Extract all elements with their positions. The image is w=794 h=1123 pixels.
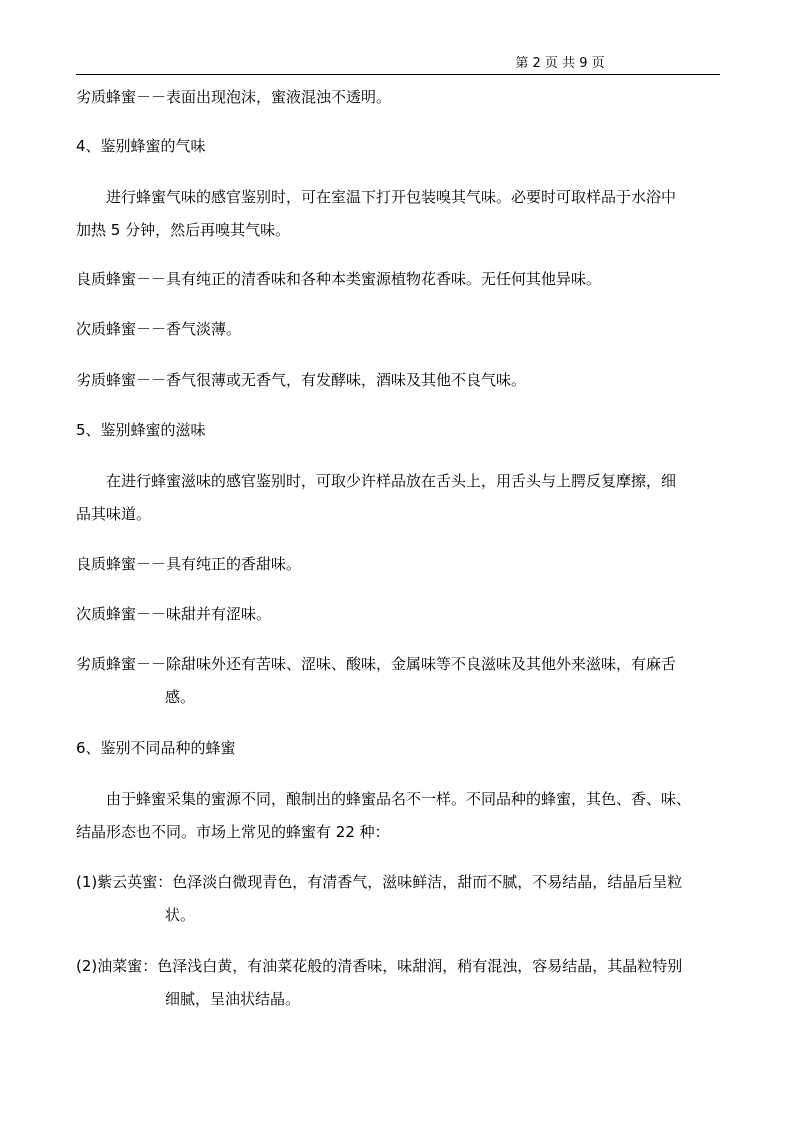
list-item-milk-vetch-honey-line1: (1)紫云英蜜：色泽淡白微现青色，有清香气，滋味鲜洁，甜而不腻，不易结晶，结晶后呈粒 bbox=[76, 873, 683, 891]
paragraph-secondary-honey-taste: 次质蜂蜜－－味甜并有涩味。 bbox=[76, 605, 272, 623]
paragraph-inferior-honey-taste-line2: 感。 bbox=[165, 688, 196, 706]
page-number-label: 第 2 页 共 9 页 bbox=[515, 56, 605, 71]
page-header bbox=[76, 56, 720, 75]
paragraph-good-honey-taste: 良质蜂蜜－－具有纯正的香甜味。 bbox=[76, 555, 302, 573]
paragraph-inferior-honey-appearance: 劣质蜂蜜－－表面出现泡沫，蜜液混浊不透明。 bbox=[76, 88, 392, 106]
list-item-rapeseed-honey-line1: (2)油菜蜜：色泽浅白黄，有油菜花般的清香味，味甜润，稍有混浊，容易结晶，其晶粒特别 bbox=[76, 957, 683, 975]
paragraph-inferior-honey-taste-line1: 劣质蜂蜜－－除甜味外还有苦味、涩味、酸味，金属味等不良滋味及其他外来滋味，有麻舌 bbox=[76, 655, 677, 673]
paragraph-smell-method-line2: 加热 5 分钟，然后再嗅其气味。 bbox=[76, 221, 291, 239]
section-heading-taste: 5、鉴别蜂蜜的滋味 bbox=[76, 421, 206, 439]
paragraph-secondary-honey-smell: 次质蜂蜜－－香气淡薄。 bbox=[76, 320, 242, 338]
section-heading-varieties: 6、鉴别不同品种的蜂蜜 bbox=[76, 739, 236, 757]
paragraph-varieties-intro-line2: 结晶形态也不同。市场上常见的蜂蜜有 22 种： bbox=[76, 823, 390, 841]
paragraph-smell-method-line1: 进行蜂蜜气味的感官鉴别时，可在室温下打开包装嗅其气味。必要时可取样品于水浴中 bbox=[106, 188, 677, 206]
paragraph-good-honey-smell: 良质蜂蜜－－具有纯正的清香味和各种本类蜜源植物花香味。无任何其他异味。 bbox=[76, 270, 602, 288]
paragraph-varieties-intro-line1: 由于蜂蜜采集的蜜源不同，酿制出的蜂蜜品名不一样。不同品种的蜂蜜，其色、香、味、 bbox=[106, 790, 692, 808]
paragraph-taste-method-line2: 品其味道。 bbox=[76, 505, 152, 523]
list-item-milk-vetch-honey-line2: 状。 bbox=[165, 906, 196, 924]
paragraph-taste-method-line1: 在进行蜂蜜滋味的感官鉴别时，可取少许样品放在舌头上，用舌头与上腭反复摩擦，细 bbox=[106, 472, 677, 490]
list-item-rapeseed-honey-line2: 细腻，呈油状结晶。 bbox=[165, 990, 301, 1008]
paragraph-inferior-honey-smell: 劣质蜂蜜－－香气很薄或无香气，有发酵味，酒味及其他不良气味。 bbox=[76, 371, 527, 389]
section-heading-smell: 4、鉴别蜂蜜的气味 bbox=[76, 137, 206, 155]
